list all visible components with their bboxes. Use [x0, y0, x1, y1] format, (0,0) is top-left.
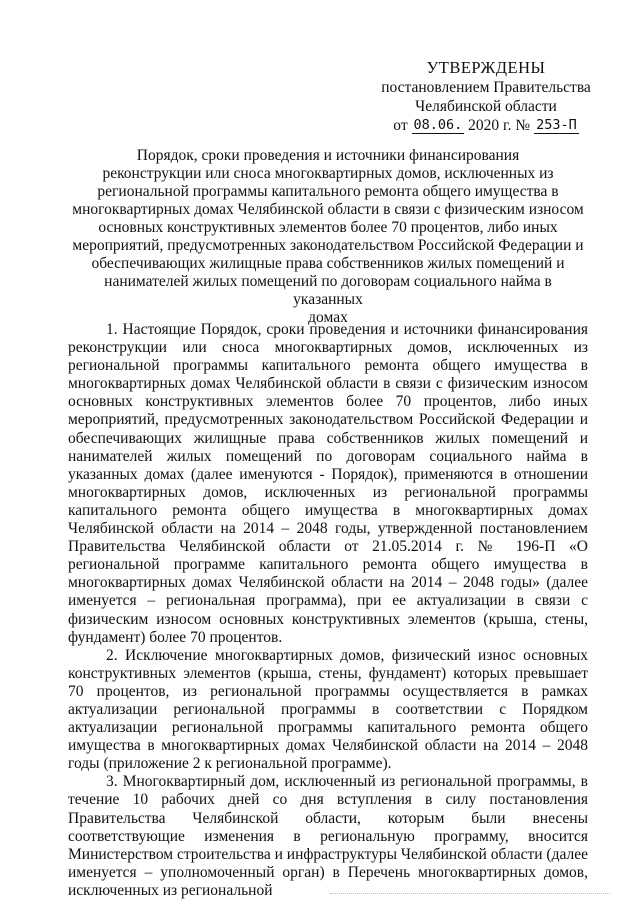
- title-line: реконструкции или сноса многоквартирных домов, исключенных из: [102, 165, 554, 182]
- title-line: Порядок, сроки проведения и источники финансирования: [136, 147, 520, 164]
- paragraph-2: 2. Исключение многоквартирных домов, физический износ основных конструктивных элементов (крыша, стены, фундамент) которых превышает 70 процентов, из региональной программы осуществляется в рамках актуализации региональной программы в соответствии с Порядком актуализации региональной программы капитального ремонта общего имущества в многоквартирных домах Челябинской области на 2014 – 2048 годы (приложение 2 к региональной программе).: [68, 646, 588, 773]
- title-line: мероприятий, предусмотренных законодательством Российской Федерации и: [72, 237, 584, 254]
- document-body: [68, 321, 588, 900]
- approval-date: 08.06.: [413, 117, 463, 133]
- scan-dotted-line: [330, 893, 610, 895]
- title-line: домах: [308, 309, 348, 326]
- approval-line-2: Челябинской области: [415, 98, 557, 115]
- title-line: региональной программы капитального ремонта общего имущества в: [97, 183, 559, 200]
- scan-footer-artifacts: [0, 880, 640, 905]
- approval-line-1: постановлением Правительства: [381, 79, 591, 96]
- approval-date-line: [376, 116, 596, 136]
- approval-prefix: от: [393, 117, 408, 134]
- approval-stamp: [376, 58, 596, 136]
- approval-heading: УТВЕРЖДЕНЫ: [426, 58, 546, 77]
- title-line: обеспечивающих жилищные права собственников жилых помещений и: [91, 255, 565, 272]
- document-title: [68, 147, 588, 327]
- title-line: основных конструктивных элементов более 70 процентов, либо иных: [98, 219, 558, 236]
- approval-year: 2020 г. №: [468, 117, 531, 134]
- paragraph-1: 1. Настоящие Порядок, сроки проведения и источники финансирования реконструкции или сноса многоквартирных домов, исключенных из региональной программы капитального ремонта общего имущества в многоквартирных домах Челябинской области в связи с физическим износом основных конструктивных элементов более 70 процентов, либо иных мероприятий, предусмотренных законодательством Российской Федерации и обеспечивающих жилищные права собственников жилых помещений и нанимателей жилых помещений по договорам социального найма в указанных домах (далее именуются - Порядок), применяются в отношении многоквартирных домов, исключенных из региональной программы капитального ремонта общего имущества в многоквартирных домах Челябинской области на 2014 – 2048 годы, утвержденной постановлением Правительства Челябинской области от 21.05.2014 г. № 196-П «О региональной программе капитального ремонта общего имущества в многоквартирных домах Челябинской области на 2014 – 2048 годы» (далее именуется – региональная программа), при ее актуализации в связи с физическим износом основных конструктивных элементов (крыша, стены, фундамент) более 70 процентов.: [68, 321, 588, 646]
- approval-number: 253-П: [536, 117, 577, 133]
- title-line: многоквартирных домах Челябинской области в связи с физическим износом: [72, 201, 584, 218]
- title-line: нанимателей жилых помещений по договорам социального найма в указанных: [104, 273, 552, 308]
- paragraph-3: 3. Многоквартирный дом, исключенный из региональной программы, в течение 10 рабочих дней со дня вступления в силу постановления Правительства Челябинской области, которым были внесены соответствующие изменения в региональную программу, вносится Министерством строительства и инфраструктуры Челябинской области (далее именуется – уполномоченный орган) в Перечень многоквартирных домов, исключенных из региональной: [68, 773, 588, 899]
